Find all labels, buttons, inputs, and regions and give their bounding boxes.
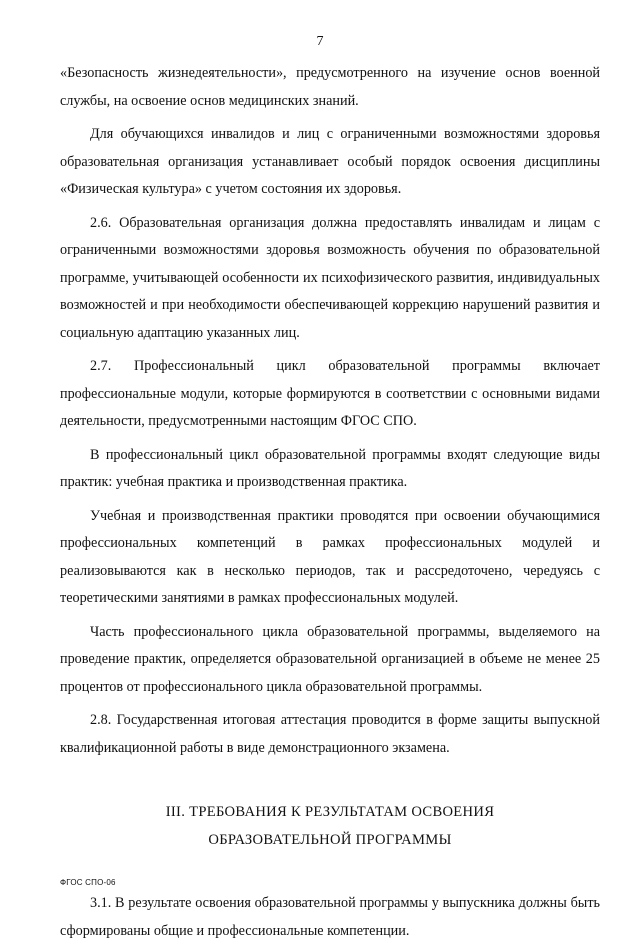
footer-doc-code: ФГОС СПО-06 [60, 878, 116, 887]
section-heading-line-2: ОБРАЗОВАТЕЛЬНОЙ ПРОГРАММЫ [208, 832, 452, 848]
paragraph-3-1: 3.1. В результате освоения образовательной программы у выпускника должны быть сформированы общие и профессиональные компетенции. [60, 895, 600, 939]
paragraph-practice-types: В профессиональный цикл образовательной программы входят следующие виды практик: учебная практика и производственная практика. [60, 446, 600, 490]
page-number: 7 [316, 34, 324, 49]
paragraph-2-6: 2.6. Образовательная организация должна предоставлять инвалидам и лицам с ограниченными возможностями здоровья возможность обучения по образовательной программе, учитывающей особенности их психофизического развития, индивидуальных возможностей и при необходимости обеспечивающей коррекцию нарушений развития и социальную адаптацию указанных лиц. [60, 214, 600, 341]
section-heading [60, 798, 600, 854]
paragraph-practice-conduct: Учебная и производственная практики проводятся при освоении обучающимися профессиональных компетенций в рамках профессиональных модулей и реализовываются как в несколько периодов, так и рассредоточено, чередуясь с теоретическими занятиями в рамках профессиональных модулей. [60, 507, 600, 606]
section-heading-line-1: III. ТРЕБОВАНИЯ К РЕЗУЛЬТАТАМ ОСВОЕНИЯ [165, 804, 495, 820]
paragraph-disabled-students: Для обучающихся инвалидов и лиц с ограниченными возможностями здоровья образовательная организация устанавливает особый порядок освоения дисциплины «Физическая культура» с учетом состояния их здоровья. [60, 126, 600, 197]
paragraph-2-7: 2.7. Профессиональный цикл образовательной программы включает профессиональные модули, которые формируются в соответствии с основными видами деятельности, предусмотренными настоящим ФГОС СПО. [60, 358, 600, 429]
paragraph-practice-share: Часть профессионального цикла образовательной программы, выделяемого на проведение практик, определяется образовательной организацией в объеме не менее 25 процентов от профессионального цикла образовательной программы. [60, 623, 600, 695]
paragraph-2-8: 2.8. Государственная итоговая аттестация проводится в форме защиты выпускной квалификационной работы в виде демонстрационного экзамена. [60, 712, 600, 756]
paragraph-continuation: «Безопасность жизнедеятельности», предусмотренного на изучение основ военной службы, на освоение основ медицинских знаний. [60, 65, 600, 109]
document-body [60, 60, 600, 951]
